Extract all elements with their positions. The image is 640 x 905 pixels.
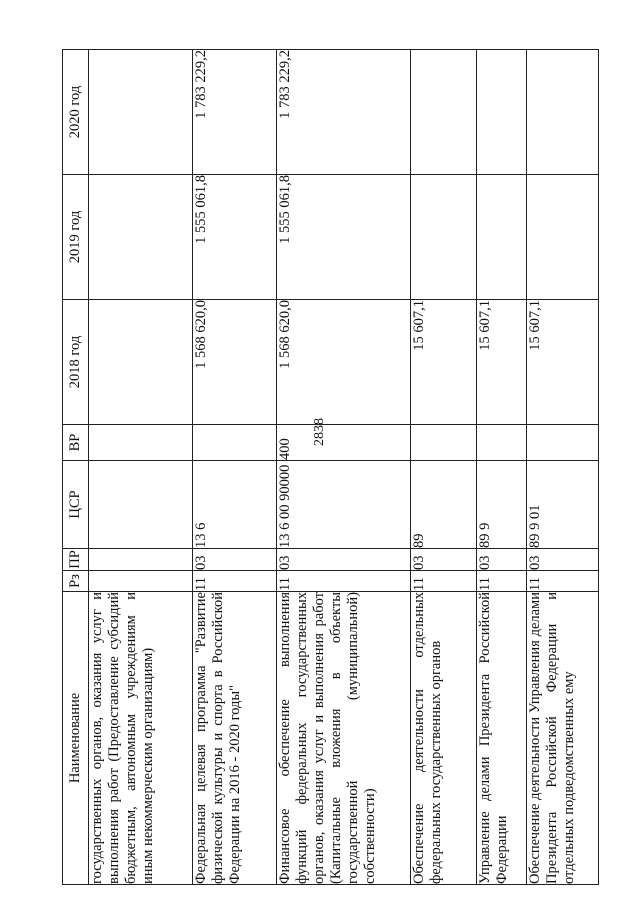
- row-name-text: Федеральная целевая программа "Развитие физической культуры и спорта в Российской Федерации на 2016 - 2020 годы": [193, 592, 243, 884]
- header-csr: ЦСР: [63, 461, 89, 549]
- row-rz: [89, 571, 193, 592]
- row-vr: [527, 425, 599, 461]
- table-row: [277, 50, 411, 885]
- table-row: [527, 50, 599, 885]
- row-2019: [477, 175, 527, 300]
- row-name: [193, 592, 277, 885]
- row-2018: [89, 300, 193, 425]
- row-vr: 400: [277, 425, 411, 461]
- row-name-text: Обеспечение деятельности отдельных федеральных государственных органов: [411, 592, 444, 884]
- row-vr: [193, 425, 277, 461]
- page-number-text: 2838: [312, 418, 327, 446]
- header-2019: 2019 год: [63, 175, 89, 300]
- row-pr: [89, 549, 193, 571]
- row-name-text: Обеспечение деятельности Управления делами Президента Российской Федерации и отдельных подведомственных ему: [527, 592, 577, 884]
- row-2018: 15 607,1: [411, 300, 477, 425]
- table-header-row: [63, 50, 89, 885]
- row-csr: 13 6: [193, 461, 277, 549]
- row-name: [411, 592, 477, 885]
- row-rz: 11: [411, 571, 477, 592]
- row-pr: 03: [477, 549, 527, 571]
- row-name-text: Управление делами Президента Российской Федерации: [477, 592, 510, 884]
- row-name-text: Финансовое обеспечение выполнения функций федеральных государственных органов, оказания услуг и выполнения работ (Капитальные вложения в объекты государственной (муниципальной) собственности): [277, 592, 378, 884]
- row-2020: [411, 50, 477, 175]
- row-2018: 15 607,1: [527, 300, 599, 425]
- row-vr: [89, 425, 193, 461]
- header-pr: ПР: [63, 549, 89, 571]
- row-2020: 1 783 229,2: [193, 50, 277, 175]
- table-row: [411, 50, 477, 885]
- table-row: [477, 50, 527, 885]
- row-2018: 1 568 620,0: [193, 300, 277, 425]
- row-2019: [89, 175, 193, 300]
- row-vr: [477, 425, 527, 461]
- header-rz: Рз: [63, 571, 89, 592]
- row-csr: 13 6 00 90000: [277, 461, 411, 549]
- row-2020: [89, 50, 193, 175]
- row-vr: [411, 425, 477, 461]
- header-name: Наименование: [63, 592, 89, 885]
- row-2020: [477, 50, 527, 175]
- row-csr: [89, 461, 193, 549]
- row-name: [477, 592, 527, 885]
- row-rz: 11: [277, 571, 411, 592]
- row-csr: 89 9 01: [527, 461, 599, 549]
- row-name: [527, 592, 599, 885]
- row-name-text: государственных органов, оказания услуг и выполнения работ (Предоставление субсидий бюджетным, автономным учреждениям и иным некоммерческим организациям): [89, 592, 156, 884]
- table-row: [193, 50, 277, 885]
- row-csr: 89: [411, 461, 477, 549]
- row-pr: 03: [277, 549, 411, 571]
- row-pr: 03: [527, 549, 599, 571]
- row-2020: [527, 50, 599, 175]
- row-2019: 1 555 061,8: [193, 175, 277, 300]
- row-2018: 1 568 620,0: [277, 300, 411, 425]
- row-2019: 1 555 061,8: [277, 175, 411, 300]
- table-row: [89, 50, 193, 885]
- header-2018: 2018 год: [63, 300, 89, 425]
- row-csr: 89 9: [477, 461, 527, 549]
- row-2019: [527, 175, 599, 300]
- row-name: [277, 592, 411, 885]
- header-2020: 2020 год: [63, 50, 89, 175]
- row-2020: 1 783 229,2: [277, 50, 411, 175]
- row-pr: 03: [193, 549, 277, 571]
- row-pr: 03: [411, 549, 477, 571]
- row-rz: 11: [193, 571, 277, 592]
- row-rz: 11: [477, 571, 527, 592]
- row-name: [89, 592, 193, 885]
- header-vr: ВР: [63, 425, 89, 461]
- budget-table: [62, 49, 599, 885]
- row-rz: 11: [527, 571, 599, 592]
- row-2019: [411, 175, 477, 300]
- row-2018: 15 607,1: [477, 300, 527, 425]
- rotated-page: [62, 40, 608, 885]
